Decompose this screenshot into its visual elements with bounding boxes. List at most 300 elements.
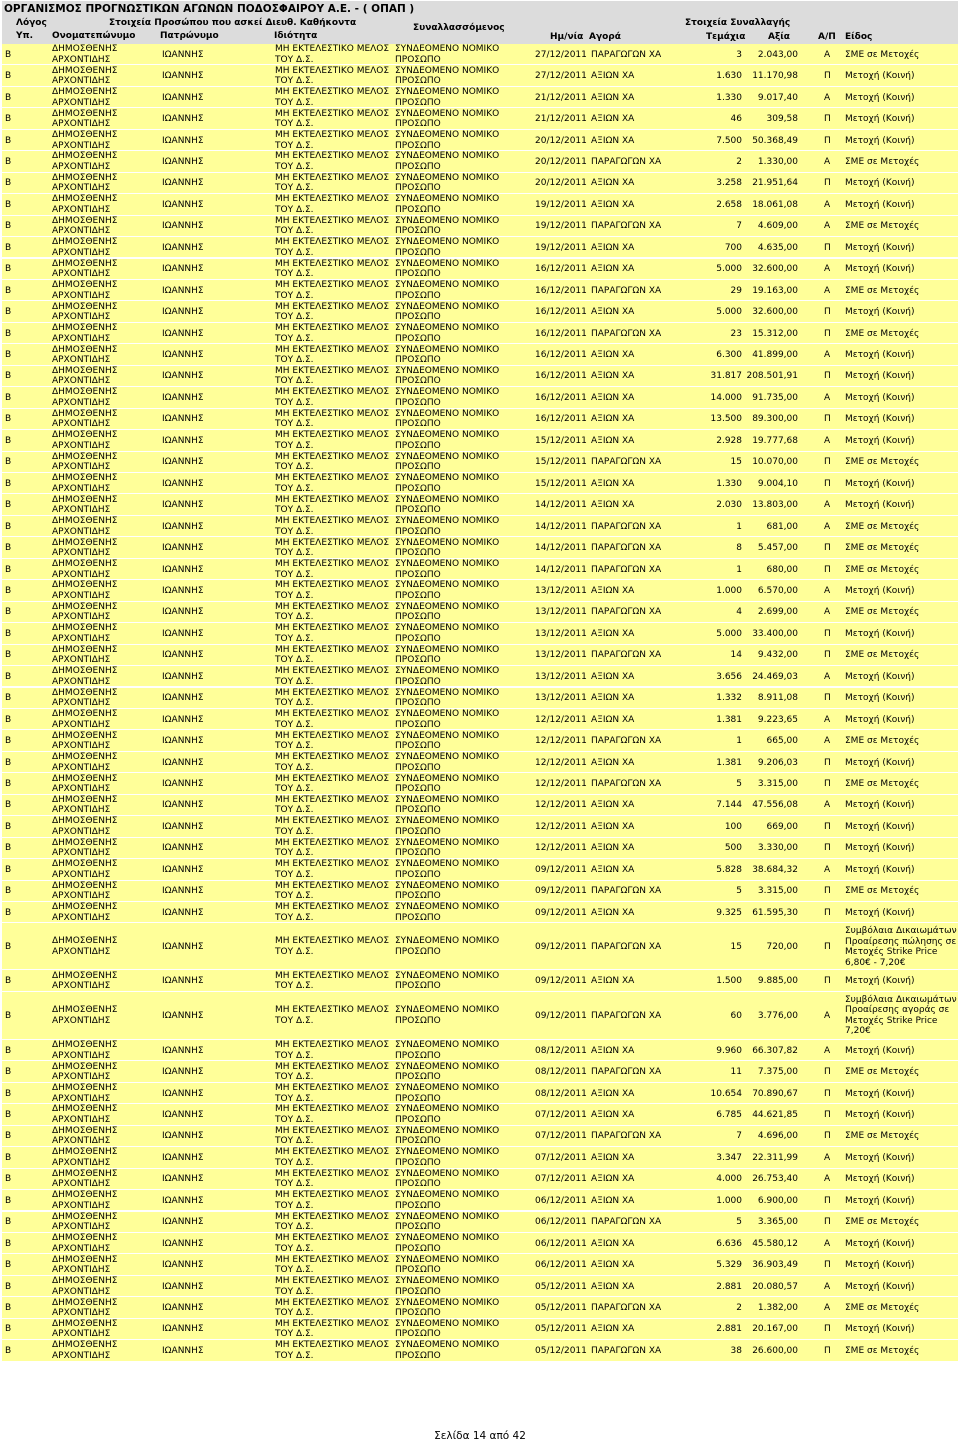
name-cell: ΔΗΜΟΣΘΕΝΗΣ ΑΡΧΟΝΤΙΔΗΣ (52, 387, 118, 408)
market-cell: ΑΞΙΩΝ ΧΑ (591, 178, 635, 189)
market-cell: ΑΞΙΩΝ ΧΑ (591, 907, 635, 918)
name-cell: ΔΗΜΟΣΘΕΝΗΣ ΑΡΧΟΝΤΙΔΗΣ (52, 1276, 118, 1297)
date-cell: 05/12/2011 (535, 1281, 587, 1292)
market-cell: ΑΞΙΩΝ ΧΑ (591, 199, 635, 210)
father-cell: ΙΩΑΝΝΗΣ (162, 285, 204, 296)
date-cell: 20/12/2011 (535, 135, 587, 146)
table-row (2, 44, 958, 65)
name-cell: ΔΗΜΟΣΘΕΝΗΣ ΑΡΧΟΝΤΙΔΗΣ (52, 65, 118, 87)
name-cell: ΔΗΜΟΣΘΕΝΗΣ ΑΡΧΟΝΤΙΔΗΣ (52, 473, 118, 494)
market-cell: ΠΑΡΑΓΩΓΩΝ ΧΑ (591, 607, 662, 618)
type-cell: ΣΜΕ σε Μετοχές (845, 285, 920, 296)
side-cell: Α (824, 1152, 831, 1163)
type-cell: Μετοχή (Κοινή) (845, 1260, 915, 1271)
date-cell: 19/12/2011 (535, 242, 587, 253)
role-cell: ΜΗ ΕΚΤΕΛΕΣΤΙΚΟ ΜΕΛΟΣ ΤΟΥ Δ.Σ. (275, 65, 390, 87)
type-cell: Μετοχή (Κοινή) (845, 843, 915, 854)
quantity-cell: 5.000 (716, 264, 742, 275)
market-cell: ΠΑΡΑΓΩΓΩΝ ΧΑ (591, 941, 662, 952)
reason-cell: Β (5, 1324, 12, 1335)
name-cell: ΔΗΜΟΣΘΕΝΗΣ ΑΡΧΟΝΤΙΔΗΣ (52, 859, 118, 880)
type-cell: Μετοχή (Κοινή) (845, 500, 915, 511)
quantity-cell: 5.828 (716, 864, 742, 875)
table-row (2, 259, 958, 280)
reason-cell: Β (5, 564, 12, 575)
table-row (2, 623, 958, 644)
name-cell: ΔΗΜΟΣΘΕΝΗΣ ΑΡΧΟΝΤΙΔΗΣ (52, 1190, 118, 1211)
reason-cell: Β (5, 521, 12, 532)
reason-cell: Β (5, 392, 12, 403)
table-row (2, 1169, 958, 1190)
market-cell: ΑΞΙΩΝ ΧΑ (591, 500, 635, 511)
market-cell: ΑΞΙΩΝ ΧΑ (591, 864, 635, 875)
value-cell: 9.223,65 (757, 714, 798, 725)
side-cell: Α (824, 1303, 831, 1314)
quantity-cell: 13.500 (710, 414, 742, 425)
value-cell: 2.043,00 (757, 49, 798, 60)
name-cell: ΔΗΜΟΣΘΕΝΗΣ ΑΡΧΟΝΤΙΔΗΣ (52, 108, 118, 130)
quantity-cell: 5 (736, 1217, 742, 1228)
value-cell: 36.903,49 (752, 1260, 798, 1271)
father-cell: ΙΩΑΝΝΗΣ (162, 371, 204, 382)
father-cell: ΙΩΑΝΝΗΣ (162, 1067, 204, 1078)
type-cell: Μετοχή (Κοινή) (845, 350, 915, 361)
role-cell: ΜΗ ΕΚΤΕΛΕΣΤΙΚΟ ΜΕΛΟΣ ΤΟΥ Δ.Σ. (275, 1211, 390, 1233)
date-cell: 13/12/2011 (535, 585, 587, 596)
side-cell: Π (824, 242, 831, 253)
side-cell: Α (824, 350, 831, 361)
type-cell: Μετοχή (Κοινή) (845, 1088, 915, 1099)
date-cell: 06/12/2011 (535, 1217, 587, 1228)
table-row (2, 1212, 958, 1233)
market-cell: ΑΞΙΩΝ ΧΑ (591, 1260, 635, 1271)
quantity-cell: 3.656 (716, 671, 742, 682)
date-cell: 09/12/2011 (535, 907, 587, 918)
name-cell: ΔΗΜΟΣΘΕΝΗΣ ΑΡΧΟΝΤΙΔΗΣ (52, 365, 118, 387)
quantity-cell: 5.000 (716, 307, 742, 318)
role-cell: ΜΗ ΕΚΤΕΛΕΣΤΙΚΟ ΜΕΛΟΣ ΤΟΥ Δ.Σ. (275, 258, 390, 280)
reason-cell: Β (5, 1045, 12, 1056)
name-cell: ΔΗΜΟΣΘΕΝΗΣ ΑΡΧΟΝΤΙΔΗΣ (52, 1340, 118, 1361)
role-cell: ΜΗ ΕΚΤΕΛΕΣΤΙΚΟ ΜΕΛΟΣ ΤΟΥ Δ.Σ. (275, 1125, 390, 1147)
role-cell: ΜΗ ΕΚΤΕΛΕΣΤΙΚΟ ΜΕΛΟΣ ΤΟΥ Δ.Σ. (275, 1190, 390, 1211)
table-row (2, 881, 958, 902)
related-party-cell: ΣΥΝΔΕΟΜΕΝΟ ΝΟΜΙΚΟ ΠΡΟΣΩΠΟ (395, 1061, 500, 1083)
table-row (2, 409, 958, 430)
date-cell: 16/12/2011 (535, 392, 587, 403)
related-party-cell: ΣΥΝΔΕΟΜΕΝΟ ΝΟΜΙΚΟ ΠΡΟΣΩΠΟ (395, 580, 500, 601)
type-cell: Συμβόλαια Δικαιωμάτων Προαίρεσης αγοράς σε Μετοχές Strike Price 7,20€ (845, 994, 957, 1037)
role-cell: ΜΗ ΕΚΤΕΛΕΣΤΙΚΟ ΜΕΛΟΣ ΤΟΥ Δ.Σ. (275, 559, 390, 580)
value-cell: 32.600,00 (752, 264, 798, 275)
table-row (2, 516, 958, 537)
reason-cell: Β (5, 628, 12, 639)
market-cell: ΠΑΡΑΓΩΓΩΝ ΧΑ (591, 1067, 662, 1078)
reason-cell: Β (5, 585, 12, 596)
side-cell: Α (824, 285, 831, 296)
market-cell: ΑΞΙΩΝ ΧΑ (591, 1152, 635, 1163)
value-cell: 3.315,00 (757, 886, 798, 897)
value-cell: 7.375,00 (757, 1067, 798, 1078)
value-cell: 3.330,00 (757, 843, 798, 854)
related-party-cell: ΣΥΝΔΕΟΜΕΝΟ ΝΟΜΙΚΟ ΠΡΟΣΩΠΟ (395, 537, 500, 559)
table-row (2, 387, 958, 408)
market-cell: ΠΑΡΑΓΩΓΩΝ ΧΑ (591, 1345, 662, 1356)
date-cell: 15/12/2011 (535, 478, 587, 489)
name-cell: ΔΗΜΟΣΘΕΝΗΣ ΑΡΧΟΝΤΙΔΗΣ (52, 301, 118, 323)
role-cell: ΜΗ ΕΚΤΕΛΕΣΤΙΚΟ ΜΕΛΟΣ ΤΟΥ Δ.Σ. (275, 1318, 390, 1340)
father-cell: ΙΩΑΝΝΗΣ (162, 800, 204, 811)
name-cell: ΔΗΜΟΣΘΕΝΗΣ ΑΡΧΟΝΤΙΔΗΣ (52, 44, 118, 65)
market-cell: ΠΑΡΑΓΩΓΩΝ ΧΑ (591, 156, 662, 167)
role-cell: ΜΗ ΕΚΤΕΛΕΣΤΙΚΟ ΜΕΛΟΣ ΤΟΥ Δ.Σ. (275, 237, 390, 258)
quantity-cell: 14 (730, 650, 742, 661)
value-cell: 9.004,10 (757, 478, 798, 489)
type-cell: Μετοχή (Κοινή) (845, 307, 915, 318)
side-cell: Π (824, 414, 831, 425)
type-cell: Συμβόλαια Δικαιωμάτων Προαίρεσης πώλησης σε Μετοχές Strike Price 6,80€ - 7,20€ (845, 926, 957, 968)
quantity-cell: 1 (736, 521, 742, 532)
related-party-cell: ΣΥΝΔΕΟΜΕΝΟ ΝΟΜΙΚΟ ΠΡΟΣΩΠΟ (395, 344, 500, 366)
role-cell: ΜΗ ΕΚΤΕΛΕΣΤΙΚΟ ΜΕΛΟΣ ΤΟΥ Δ.Σ. (275, 301, 390, 323)
name-cell: ΔΗΜΟΣΘΕΝΗΣ ΑΡΧΟΝΤΙΔΗΣ (52, 1005, 118, 1026)
role-cell: ΜΗ ΕΚΤΕΛΕΣΤΙΚΟ ΜΕΛΟΣ ΤΟΥ Δ.Σ. (275, 794, 390, 816)
type-cell: Μετοχή (Κοινή) (845, 628, 915, 639)
date-cell: 09/12/2011 (535, 941, 587, 952)
quantity-cell: 4 (736, 607, 742, 618)
reason-cell: Β (5, 307, 12, 318)
table-row (2, 1297, 958, 1318)
related-party-cell: ΣΥΝΔΕΟΜΕΝΟ ΝΟΜΙΚΟ ΠΡΟΣΩΠΟ (395, 1104, 500, 1125)
date-cell: 09/12/2011 (535, 976, 587, 987)
related-party-cell: ΣΥΝΔΕΟΜΕΝΟ ΝΟΜΙΚΟ ΠΡΟΣΩΠΟ (395, 1254, 500, 1276)
market-cell: ΑΞΙΩΝ ΧΑ (591, 1045, 635, 1056)
side-cell: Α (824, 800, 831, 811)
date-cell: 08/12/2011 (535, 1045, 587, 1056)
market-cell: ΠΑΡΑΓΩΓΩΝ ΧΑ (591, 328, 662, 339)
reason-cell: Β (5, 328, 12, 339)
reason-cell: Β (5, 350, 12, 361)
name-cell: ΔΗΜΟΣΘΕΝΗΣ ΑΡΧΟΝΤΙΔΗΣ (52, 1083, 118, 1104)
name-cell: ΔΗΜΟΣΘΕΝΗΣ ΑΡΧΟΝΤΙΔΗΣ (52, 494, 118, 516)
type-cell: Μετοχή (Κοινή) (845, 907, 915, 918)
table-row (2, 859, 958, 880)
side-cell: Α (824, 1045, 831, 1056)
related-party-cell: ΣΥΝΔΕΟΜΕΝΟ ΝΟΜΙΚΟ ΠΡΟΣΩΠΟ (395, 516, 500, 537)
side-cell: Π (824, 1324, 831, 1335)
father-cell: ΙΩΑΝΝΗΣ (162, 736, 204, 747)
table-row (2, 645, 958, 666)
type-cell: Μετοχή (Κοινή) (845, 1281, 915, 1292)
side-cell: Π (824, 693, 831, 704)
date-cell: 14/12/2011 (535, 500, 587, 511)
side-cell: Α (824, 92, 831, 103)
name-cell: ΔΗΜΟΣΘΕΝΗΣ ΑΡΧΟΝΤΙΔΗΣ (52, 1318, 118, 1340)
role-cell: ΜΗ ΕΚΤΕΛΕΣΤΙΚΟ ΜΕΛΟΣ ΤΟΥ Δ.Σ. (275, 1061, 390, 1083)
market-cell: ΑΞΙΩΝ ΧΑ (591, 92, 635, 103)
role-cell: ΜΗ ΕΚΤΕΛΕΣΤΙΚΟ ΜΕΛΟΣ ΤΟΥ Δ.Σ. (275, 1147, 390, 1168)
related-party-cell: ΣΥΝΔΕΟΜΕΝΟ ΝΟΜΙΚΟ ΠΡΟΣΩΠΟ (395, 623, 500, 644)
side-cell: Π (824, 71, 831, 82)
role-cell: ΜΗ ΕΚΤΕΛΕΣΤΙΚΟ ΜΕΛΟΣ ΤΟΥ Δ.Σ. (275, 837, 390, 859)
value-cell: 6.570,00 (757, 585, 798, 596)
market-cell: ΑΞΙΩΝ ΧΑ (591, 628, 635, 639)
market-cell: ΠΑΡΑΓΩΓΩΝ ΧΑ (591, 457, 662, 468)
type-cell: Μετοχή (Κοινή) (845, 1152, 915, 1163)
quantity-cell: 7.500 (716, 135, 742, 146)
name-cell: ΔΗΜΟΣΘΕΝΗΣ ΑΡΧΟΝΤΙΔΗΣ (52, 1040, 118, 1061)
reason-cell: Β (5, 976, 12, 987)
reason-cell: Β (5, 435, 12, 446)
side-cell: Π (824, 1088, 831, 1099)
type-cell: Μετοχή (Κοινή) (845, 714, 915, 725)
father-cell: ΙΩΑΝΝΗΣ (162, 92, 204, 103)
value-cell: 24.469,03 (752, 671, 798, 682)
value-cell: 1.330,00 (757, 156, 798, 167)
role-cell: ΜΗ ΕΚΤΕΛΕΣΤΙΚΟ ΜΕΛΟΣ ΤΟΥ Δ.Σ. (275, 1104, 390, 1125)
role-cell: ΜΗ ΕΚΤΕΛΕΣΤΙΚΟ ΜΕΛΟΣ ΤΟΥ Δ.Σ. (275, 1340, 390, 1361)
group-person-label: Στοιχεία Προσώπου που ασκεί Διευθ. Καθήκοντα (109, 18, 357, 28)
quantity-cell: 31.817 (710, 371, 742, 382)
value-cell: 19.777,68 (752, 435, 798, 446)
role-cell: ΜΗ ΕΚΤΕΛΕΣΤΙΚΟ ΜΕΛΟΣ ΤΟΥ Δ.Σ. (275, 516, 390, 537)
date-cell: 07/12/2011 (535, 1109, 587, 1120)
name-cell: ΔΗΜΟΣΘΕΝΗΣ ΑΡΧΟΝΤΙΔΗΣ (52, 709, 118, 730)
father-cell: ΙΩΑΝΝΗΣ (162, 1345, 204, 1356)
table-row (2, 280, 958, 301)
related-party-cell: ΣΥΝΔΕΟΜΕΝΟ ΝΟΜΙΚΟ ΠΡΟΣΩΠΟ (395, 666, 500, 687)
quantity-cell: 7.144 (716, 800, 742, 811)
name-cell: ΔΗΜΟΣΘΕΝΗΣ ΑΡΧΟΝΤΙΔΗΣ (52, 516, 118, 537)
reason-cell: Β (5, 1217, 12, 1228)
father-cell: ΙΩΑΝΝΗΣ (162, 1045, 204, 1056)
col-market-label: Αγορά (589, 32, 621, 42)
table-row (2, 752, 958, 773)
reason-cell: Β (5, 1067, 12, 1078)
name-cell: ΔΗΜΟΣΘΕΝΗΣ ΑΡΧΟΝΤΙΔΗΣ (52, 344, 118, 366)
reason-cell: Β (5, 941, 12, 952)
role-cell: ΜΗ ΕΚΤΕΛΕΣΤΙΚΟ ΜΕΛΟΣ ΤΟΥ Δ.Σ. (275, 130, 390, 151)
type-cell: Μετοχή (Κοινή) (845, 585, 915, 596)
market-cell: ΑΞΙΩΝ ΧΑ (591, 821, 635, 832)
market-cell: ΑΞΙΩΝ ΧΑ (591, 1281, 635, 1292)
reason-cell: Β (5, 607, 12, 618)
type-cell: Μετοχή (Κοινή) (845, 92, 915, 103)
date-cell: 15/12/2011 (535, 457, 587, 468)
reason-cell: Β (5, 1260, 12, 1271)
reason-cell: Β (5, 178, 12, 189)
name-cell: ΔΗΜΟΣΘΕΝΗΣ ΑΡΧΟΝΤΙΔΗΣ (52, 1125, 118, 1147)
type-cell: Μετοχή (Κοινή) (845, 693, 915, 704)
reason-cell: Β (5, 886, 12, 897)
market-cell: ΑΞΙΩΝ ΧΑ (591, 1195, 635, 1206)
quantity-cell: 3.347 (716, 1152, 742, 1163)
type-cell: Μετοχή (Κοινή) (845, 264, 915, 275)
side-cell: Π (824, 976, 831, 987)
type-cell: ΣΜΕ σε Μετοχές (845, 886, 920, 897)
quantity-cell: 60 (730, 1010, 742, 1021)
value-cell: 1.382,00 (757, 1303, 798, 1314)
father-cell: ΙΩΑΝΝΗΣ (162, 221, 204, 232)
market-cell: ΑΞΙΩΝ ΧΑ (591, 714, 635, 725)
side-cell: Α (824, 521, 831, 532)
role-cell: ΜΗ ΕΚΤΕΛΕΣΤΙΚΟ ΜΕΛΟΣ ΤΟΥ Δ.Σ. (275, 816, 390, 837)
date-cell: 20/12/2011 (535, 156, 587, 167)
related-party-cell: ΣΥΝΔΕΟΜΕΝΟ ΝΟΜΙΚΟ ΠΡΟΣΩΠΟ (395, 494, 500, 516)
side-cell: Α (824, 736, 831, 747)
father-cell: ΙΩΑΝΝΗΣ (162, 907, 204, 918)
date-cell: 07/12/2011 (535, 1152, 587, 1163)
name-cell: ΔΗΜΟΣΘΕΝΗΣ ΑΡΧΟΝΤΙΔΗΣ (52, 936, 118, 957)
table-row (2, 1190, 958, 1211)
value-cell: 5.457,00 (757, 543, 798, 554)
market-cell: ΑΞΙΩΝ ΧΑ (591, 1109, 635, 1120)
type-cell: ΣΜΕ σε Μετοχές (845, 49, 920, 60)
quantity-cell: 2 (736, 1303, 742, 1314)
table-row (2, 580, 958, 601)
father-cell: ΙΩΑΝΝΗΣ (162, 521, 204, 532)
quantity-cell: 46 (730, 114, 742, 125)
name-cell: ΔΗΜΟΣΘΕΝΗΣ ΑΡΧΟΝΤΙΔΗΣ (52, 1168, 118, 1190)
related-party-cell: ΣΥΝΔΕΟΜΕΝΟ ΝΟΜΙΚΟ ΠΡΟΣΩΠΟ (395, 1276, 500, 1297)
side-cell: Π (824, 757, 831, 768)
reason-cell: Β (5, 1131, 12, 1142)
table-row (2, 1126, 958, 1147)
value-cell: 22.311,99 (752, 1152, 798, 1163)
table-row (2, 366, 958, 387)
name-cell: ΔΗΜΟΣΘΕΝΗΣ ΑΡΧΟΝΤΙΔΗΣ (52, 644, 118, 666)
date-cell: 19/12/2011 (535, 221, 587, 232)
value-cell: 21.951,64 (752, 178, 798, 189)
market-cell: ΑΞΙΩΝ ΧΑ (591, 585, 635, 596)
reason-cell: Β (5, 414, 12, 425)
side-cell: Π (824, 457, 831, 468)
quantity-cell: 1.332 (716, 693, 742, 704)
market-cell: ΑΞΙΩΝ ΧΑ (591, 757, 635, 768)
name-cell: ΔΗΜΟΣΘΕΝΗΣ ΑΡΧΟΝΤΙΔΗΣ (52, 172, 118, 194)
side-cell: Π (824, 114, 831, 125)
name-cell: ΔΗΜΟΣΘΕΝΗΣ ΑΡΧΟΝΤΙΔΗΣ (52, 559, 118, 580)
role-cell: ΜΗ ΕΚΤΕΛΕΣΤΙΚΟ ΜΕΛΟΣ ΤΟΥ Δ.Σ. (275, 494, 390, 516)
value-cell: 2.699,00 (757, 607, 798, 618)
table-row (2, 709, 958, 730)
father-cell: ΙΩΑΝΝΗΣ (162, 821, 204, 832)
table-row (2, 816, 958, 837)
side-cell: Π (824, 1345, 831, 1356)
type-cell: Μετοχή (Κοινή) (845, 1174, 915, 1185)
name-cell: ΔΗΜΟΣΘΕΝΗΣ ΑΡΧΟΝΤΙΔΗΣ (52, 580, 118, 601)
side-cell: Α (824, 1238, 831, 1249)
date-cell: 08/12/2011 (535, 1067, 587, 1078)
name-cell: ΔΗΜΟΣΘΕΝΗΣ ΑΡΧΟΝΤΙΔΗΣ (52, 130, 118, 151)
value-cell: 45.580,12 (752, 1238, 798, 1249)
father-cell: ΙΩΑΝΝΗΣ (162, 392, 204, 403)
col-type-label: Είδος (845, 32, 873, 42)
father-cell: ΙΩΑΝΝΗΣ (162, 1238, 204, 1249)
value-cell: 18.061,08 (752, 199, 798, 210)
quantity-cell: 38 (730, 1345, 742, 1356)
related-party-cell: ΣΥΝΔΕΟΜΕΝΟ ΝΟΜΙΚΟ ΠΡΟΣΩΠΟ (395, 880, 500, 902)
value-cell: 13.803,00 (752, 500, 798, 511)
reason-cell: Β (5, 1088, 12, 1099)
father-cell: ΙΩΑΝΝΗΣ (162, 886, 204, 897)
group-related-label: Συναλλασσόμενος (413, 23, 505, 33)
reason-cell: Β (5, 907, 12, 918)
related-party-cell: ΣΥΝΔΕΟΜΕΝΟ ΝΟΜΙΚΟ ΠΡΟΣΩΠΟ (395, 365, 500, 387)
date-cell: 12/12/2011 (535, 736, 587, 747)
type-cell: ΣΜΕ σε Μετοχές (845, 328, 920, 339)
date-cell: 16/12/2011 (535, 328, 587, 339)
related-party-cell: ΣΥΝΔΕΟΜΕΝΟ ΝΟΜΙΚΟ ΠΡΟΣΩΠΟ (395, 172, 500, 194)
father-cell: ΙΩΑΝΝΗΣ (162, 779, 204, 790)
col-reason-label: Λόγος (16, 18, 47, 28)
date-cell: 15/12/2011 (535, 435, 587, 446)
quantity-cell: 15 (730, 457, 742, 468)
date-cell: 16/12/2011 (535, 285, 587, 296)
table-row (2, 773, 958, 794)
related-party-cell: ΣΥΝΔΕΟΜΕΝΟ ΝΟΜΙΚΟ ΠΡΟΣΩΠΟ (395, 451, 500, 473)
father-cell: ΙΩΑΝΝΗΣ (162, 156, 204, 167)
table-row (2, 923, 958, 970)
col-side-label: Α/Π (818, 32, 836, 42)
market-cell: ΠΑΡΑΓΩΓΩΝ ΧΑ (591, 779, 662, 790)
related-party-cell: ΣΥΝΔΕΟΜΕΝΟ ΝΟΜΙΚΟ ΠΡΟΣΩΠΟ (395, 323, 500, 344)
related-party-cell: ΣΥΝΔΕΟΜΕΝΟ ΝΟΜΙΚΟ ΠΡΟΣΩΠΟ (395, 387, 500, 408)
type-cell: ΣΜΕ σε Μετοχές (845, 1067, 920, 1078)
role-cell: ΜΗ ΕΚΤΕΛΕΣΤΙΚΟ ΜΕΛΟΣ ΤΟΥ Δ.Σ. (275, 730, 390, 752)
type-cell: Μετοχή (Κοινή) (845, 1324, 915, 1335)
type-cell: ΣΜΕ σε Μετοχές (845, 156, 920, 167)
side-cell: Α (824, 864, 831, 875)
reason-cell: Β (5, 114, 12, 125)
side-cell: Α (824, 585, 831, 596)
father-cell: ΙΩΑΝΝΗΣ (162, 757, 204, 768)
reason-cell: Β (5, 1010, 12, 1021)
type-cell: Μετοχή (Κοινή) (845, 178, 915, 189)
reason-cell: Β (5, 800, 12, 811)
type-cell: Μετοχή (Κοινή) (845, 671, 915, 682)
table-row (2, 151, 958, 172)
page-number: Σελίδα 14 από 42 (434, 1430, 526, 1442)
father-cell: ΙΩΑΝΝΗΣ (162, 1174, 204, 1185)
table-row (2, 1233, 958, 1254)
reason-cell: Β (5, 156, 12, 167)
role-cell: ΜΗ ΕΚΤΕΛΕΣΤΙΚΟ ΜΕΛΟΣ ΤΟΥ Δ.Σ. (275, 936, 390, 957)
name-cell: ΔΗΜΟΣΘΕΝΗΣ ΑΡΧΟΝΤΙΔΗΣ (52, 794, 118, 816)
reason-cell: Β (5, 843, 12, 854)
table-row (2, 1083, 958, 1104)
market-cell: ΑΞΙΩΝ ΧΑ (591, 1324, 635, 1335)
related-party-cell: ΣΥΝΔΕΟΜΕΝΟ ΝΟΜΙΚΟ ΠΡΟΣΩΠΟ (395, 1190, 500, 1211)
father-cell: ΙΩΑΝΝΗΣ (162, 714, 204, 725)
table-row (2, 344, 958, 365)
side-cell: Π (824, 543, 831, 554)
market-cell: ΑΞΙΩΝ ΧΑ (591, 392, 635, 403)
side-cell: Π (824, 1217, 831, 1228)
father-cell: ΙΩΑΝΝΗΣ (162, 843, 204, 854)
quantity-cell: 1.000 (716, 585, 742, 596)
type-cell: Μετοχή (Κοινή) (845, 800, 915, 811)
side-cell: Π (824, 1109, 831, 1120)
quantity-cell: 29 (730, 285, 742, 296)
reason-cell: Β (5, 736, 12, 747)
table-row (2, 1340, 958, 1361)
side-cell: Α (824, 49, 831, 60)
quantity-cell: 6.785 (716, 1109, 742, 1120)
role-cell: ΜΗ ΕΚΤΕΛΕΣΤΙΚΟ ΜΕΛΟΣ ΤΟΥ Δ.Σ. (275, 1297, 390, 1319)
table-row (2, 602, 958, 623)
related-party-cell: ΣΥΝΔΕΟΜΕΝΟ ΝΟΜΙΚΟ ΠΡΟΣΩΠΟ (395, 65, 500, 87)
